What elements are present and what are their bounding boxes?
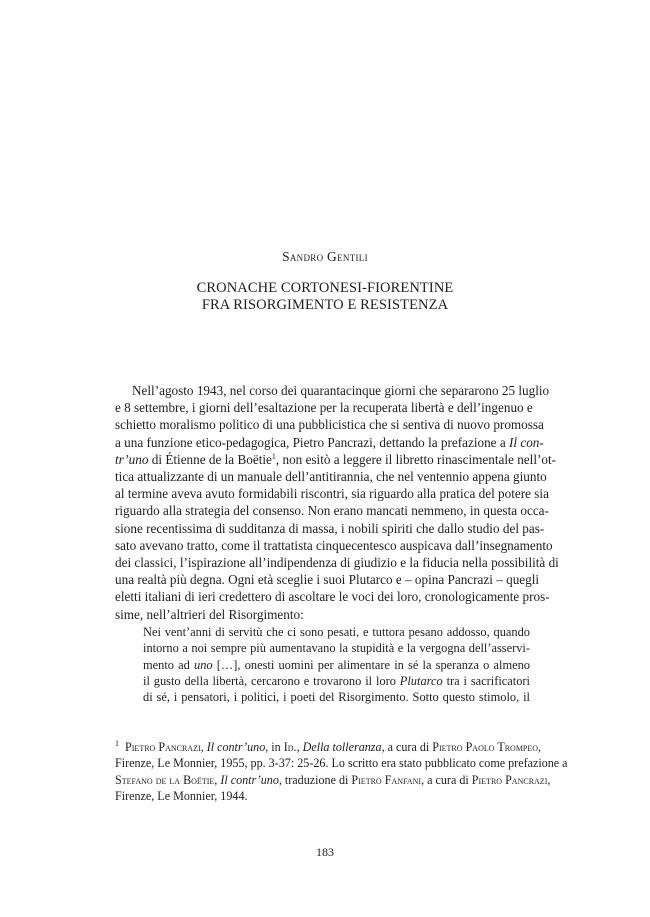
title-line-1: CRONACHE CORTONESI-FIORENTINE [196,280,454,296]
body-line-text: al termine aveva avuto formidabili riscontri, sia riguardo alla pratica del potere sia [115,486,549,502]
quote-line-text: di sé, i pensatori, i politici, i poeti del Risorgimento. Sotto questo stimolo, il [143,690,530,705]
quote-line-text: mento ad [143,657,195,672]
footnotes [115,739,568,805]
author-name: Sandro Gentili [282,249,368,264]
body-line [115,606,531,623]
quote-line-text: il gusto della libertà, cercarono e trovarono il loro [143,673,400,688]
footnote-text: , traduzione di [278,772,352,787]
article-title [0,280,650,314]
quote-line-text: Nei vent’anni di servitù che ci sono pesati, e tuttora pesano addosso, quando [143,625,530,639]
footnote-text: , [538,740,542,754]
quote-line-text: […], onesti uomini per alimentare in sé la speranza o almeno [212,657,530,672]
block-quote [143,624,530,705]
footnote-text: , [214,772,221,787]
quote-line [143,624,530,640]
body-line [115,554,559,571]
body-line-text: sime, nell’altrieri del Risorgimento: [115,606,304,622]
body-line [115,416,544,433]
body-line-text: tica attualizzante di un manuale dell’antitirannia, che nel ventennio appena giunto [115,469,547,485]
footnote-author: Pietro Pancrazi [471,772,548,787]
body-line [115,399,531,416]
footnote-text: , [547,772,551,787]
body-line [115,588,550,605]
footnote-line [115,788,532,804]
quote-line-text: tra i sacrificatori [442,673,531,688]
footnote-marker: 1 [115,739,119,748]
body-line-text: una realtà più degna. Ogni età sceglie i suoi Plutarco e – opina Pancrazi – quegli [115,572,540,588]
body-line-text: schietto moralismo politico di una pubblicistica che si sentiva di nuovo promossa [115,417,544,433]
footnote-italic: Il contr’uno [220,772,279,787]
quote-line [143,689,530,705]
quote-line [143,673,530,689]
book-title-italic: tr’uno [115,451,149,467]
body-line [115,468,547,485]
footnote-author: Id. [283,740,297,754]
footnote-reference[interactable]: 1 [271,451,276,461]
footnote-text: , a cura di [381,740,433,754]
footnote-line [115,772,551,788]
body-line-text: eletti italiani di ieri credettero di ascoltare le voci dei loro, cronologicamente pros- [115,589,550,605]
body-line [115,537,553,554]
footnote-author: Pietro Pancrazi [125,740,201,754]
footnote-text: , [200,740,207,754]
footnote-author: Pietro Paolo Trompeo [432,740,539,754]
body-text [115,382,559,623]
body-line-text: riguardo alla strategia del consenso. Non erano mancati nemmeno, in questa occa- [115,503,549,519]
body-line [115,382,550,399]
footnote-line [115,755,568,771]
quote-line-text: intorno a noi sempre più aumentavano la stupidità e la vergogna dell’asservi- [143,641,530,656]
quote-line [143,640,530,656]
quote-line [143,657,530,673]
body-line [115,502,549,519]
title-line-2: FRA RISORGIMENTO E RESISTENZA [201,297,449,313]
quote-italic: uno [194,657,213,672]
body-line-text: dei classici, l’ispirazione all’indipendenza di giudizio e la fiducia nella possibilità di [115,555,559,571]
footnote-text: Firenze, Le Monnier, 1955, pp. 3-37: 25-26. Lo scritto era stato pubblicato come prefazione a [115,756,568,771]
body-line [115,520,545,537]
footnote-text: , [296,740,303,754]
body-line-text: di Étienne de la Boëtie [148,451,272,467]
footnote-text: Firenze, Le Monnier, 1944. [115,789,248,804]
body-line-text: e 8 settembre, i giorni dell’esaltazione per la recuperata libertà e dell’ingenuo e [115,400,533,416]
body-line-text: sione recentissima di sudditanza di massa, i nobili spiriti che dallo studio del pas- [115,520,545,536]
footnote-line [115,739,542,755]
footnote-author: Pietro Fanfani [351,772,422,787]
body-line [115,571,540,588]
footnote-author: Stefano de la Boëtie [115,772,215,787]
footnote-text: , a cura di [421,772,472,787]
quote-italic: Plutarco [399,673,443,688]
body-line [115,451,557,468]
footnote-italic: Il contr’uno [206,740,266,754]
book-title-italic: Il con- [508,434,544,450]
footnote-text: , in [265,740,284,754]
page-number: 183 [316,845,334,859]
body-line-text: sato avevano tratto, come il trattatista cinquecentesco auspicava dall’insegnamento [115,537,553,553]
body-line-text: a una funzione etico-pedagogica, Pietro Pancrazi, dettando la prefazione a [115,434,509,450]
body-line-text: Nell’agosto 1943, nel corso dei quarantacinque giorni che separarono 25 luglio [132,383,550,398]
body-line [115,434,544,451]
footnote-italic: Della tolleranza [302,740,382,754]
body-line [115,485,549,502]
body-line-text: , non esitò a leggere il libretto rinascimentale nell’ot- [275,451,557,467]
